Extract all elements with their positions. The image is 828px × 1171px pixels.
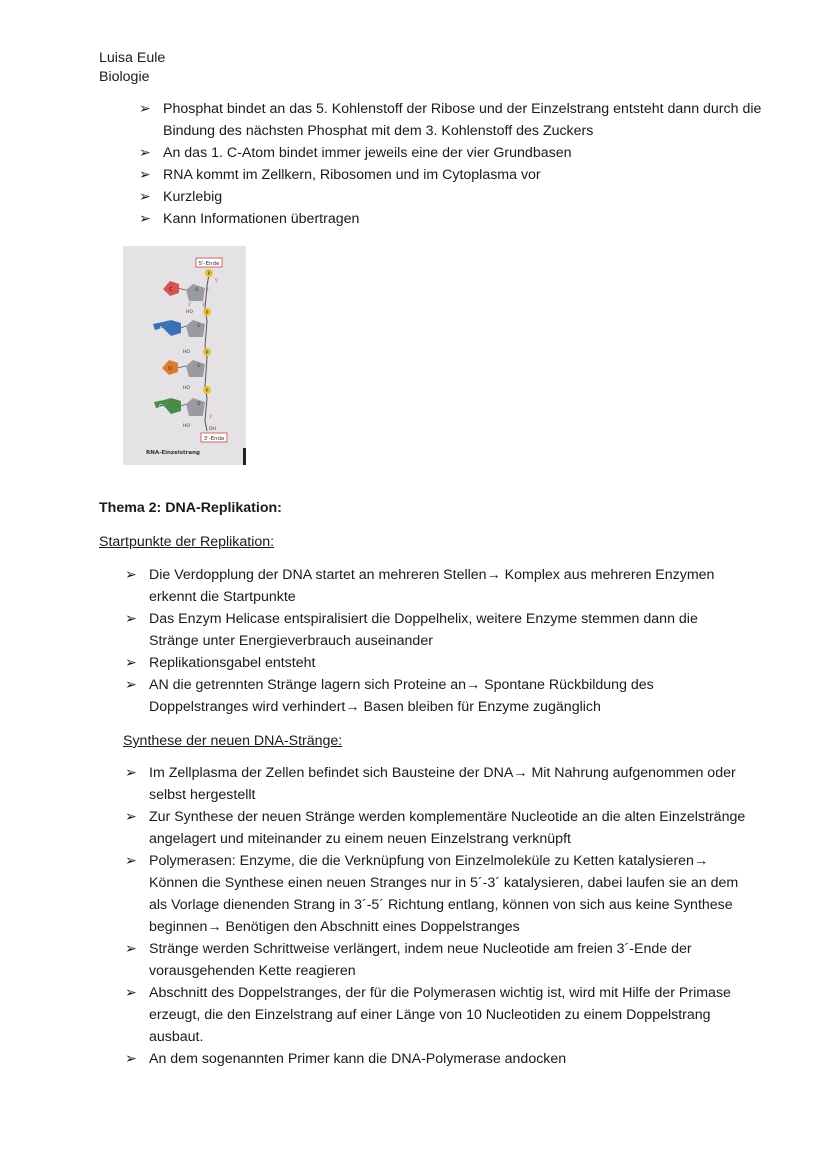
section-title: Thema 2: DNA-Replikation:	[99, 500, 282, 516]
list-item: ➢ Zur Synthese der neuen Stränge werden komplementäre Nucleotide an die alten Einzelstränge angelagert und miteinander zu einem neuen Einzelstrang verknüpft	[149, 806, 749, 850]
carbon-label: 5'	[215, 278, 219, 283]
base-a-label: A	[159, 326, 163, 332]
list-item: ➢ An das 1. C-Atom bindet immer jeweils eine der vier Grundbasen	[163, 142, 763, 164]
carbon-label: 3'	[209, 414, 213, 419]
list-item: ➢ Die Verdopplung der DNA startet an mehreren Stellen→ Komplex aus mehreren Enzymen erkennt die Startpunkte	[149, 564, 749, 608]
list-item: ➢ Kann Informationen übertragen	[163, 208, 763, 230]
carbon-label: 2'	[188, 302, 192, 307]
base-g-label: G	[159, 404, 163, 410]
list-item: ➢ AN die getrennten Stränge lagern sich Proteine an→ Spontane Rückbildung des Doppelstranges wird verhindert→ Basen bleiben für Enzyme zugänglich	[149, 674, 749, 718]
start-points-list	[149, 564, 749, 718]
subheading-synthesis: Synthese der neuen DNA-Stränge:	[123, 733, 343, 749]
list-item: ➢ Das Enzym Helicase entspiralisiert die Doppelhelix, weitere Enzyme stemmen dann die Stränge unter Energieverbrauch auseinander	[149, 608, 749, 652]
sugar-2	[186, 320, 205, 337]
oxygen-label: O	[197, 402, 201, 407]
oxygen-label: O	[195, 288, 199, 293]
oxygen-label: O	[197, 324, 201, 329]
list-item: ➢ Polymerasen: Enzyme, die die Verknüpfung von Einzelmoleküle zu Ketten katalysieren→ Können die Synthese einen neuen Stranges nur in 5´-3´ katalysieren, dabei laufen sie an dem als Vorlage dienenden Strang in 3´-5´ Richtung entlang, können von sich aus keine Synthese beginnen→ Benötigen den Abschnitt eines Doppelstranges	[149, 850, 749, 938]
ho-label: HO	[183, 424, 190, 429]
base-u-label: U	[168, 366, 172, 372]
list-item: ➢ Im Zellplasma der Zellen befindet sich Bausteine der DNA→ Mit Nahrung aufgenommen oder selbst hergestellt	[149, 762, 749, 806]
figure-edge	[243, 448, 246, 465]
list-item: ➢ Stränge werden Schrittweise verlängert, indem neue Nucleotide am freien 3´-Ende der vorausgehenden Kette reagieren	[149, 938, 749, 982]
list-item: ➢ Abschnitt des Doppelstranges, der für die Polymerasen wichtig ist, wird mit Hilfe der Primase erzeugt, die den Einzelstrang auf einer Länge von 10 Nucleotiden zu einem Doppelstrang ausbaut.	[149, 982, 749, 1048]
five-end-label: 5'-Ende	[198, 261, 220, 267]
sugar-3	[186, 360, 205, 377]
list-item: ➢ Phosphat bindet an das 5. Kohlenstoff der Ribose und der Einzelstrang entsteht dann durch die Bindung des nächsten Phosphat mit dem 3. Kohlenstoff des Zuckers	[163, 98, 763, 142]
carbon-label: 4'	[206, 287, 210, 292]
phosphate-label: P	[205, 389, 209, 394]
rna-points-list	[163, 98, 763, 230]
phosphate-label: P	[207, 272, 211, 277]
list-item: ➢ RNA kommt im Zellkern, Ribosomen und im Cytoplasma vor	[163, 164, 763, 186]
figure-caption: RNA-Einzelstrang	[146, 450, 200, 456]
subject-name: Biologie	[99, 69, 150, 85]
ho-label: HO	[186, 310, 193, 315]
oh-label: OH	[209, 427, 216, 432]
phosphate-label: P	[205, 311, 209, 316]
sugar-4	[186, 398, 205, 416]
synthesis-points-list	[149, 762, 749, 1070]
ho-label: HO	[183, 386, 190, 391]
phosphate-label: P	[205, 351, 209, 356]
list-item: ➢ An dem sogenannten Primer kann die DNA-Polymerase andocken	[149, 1048, 749, 1070]
carbon-label: 3'	[202, 302, 206, 307]
base-c-label: C	[169, 287, 173, 293]
rna-strand-diagram	[123, 246, 246, 465]
list-item: ➢ Replikationsgabel entsteht	[149, 652, 749, 674]
subheading-start: Startpunkte der Replikation:	[99, 534, 275, 550]
author-name: Luisa Eule	[99, 50, 166, 66]
list-item: ➢ Kurzlebig	[163, 186, 763, 208]
page-header	[99, 49, 165, 87]
rna-strand-figure	[123, 246, 246, 465]
ho-label: HO	[183, 350, 190, 355]
oxygen-label: O	[197, 364, 201, 369]
three-end-label: 3'-Ende	[203, 436, 225, 442]
